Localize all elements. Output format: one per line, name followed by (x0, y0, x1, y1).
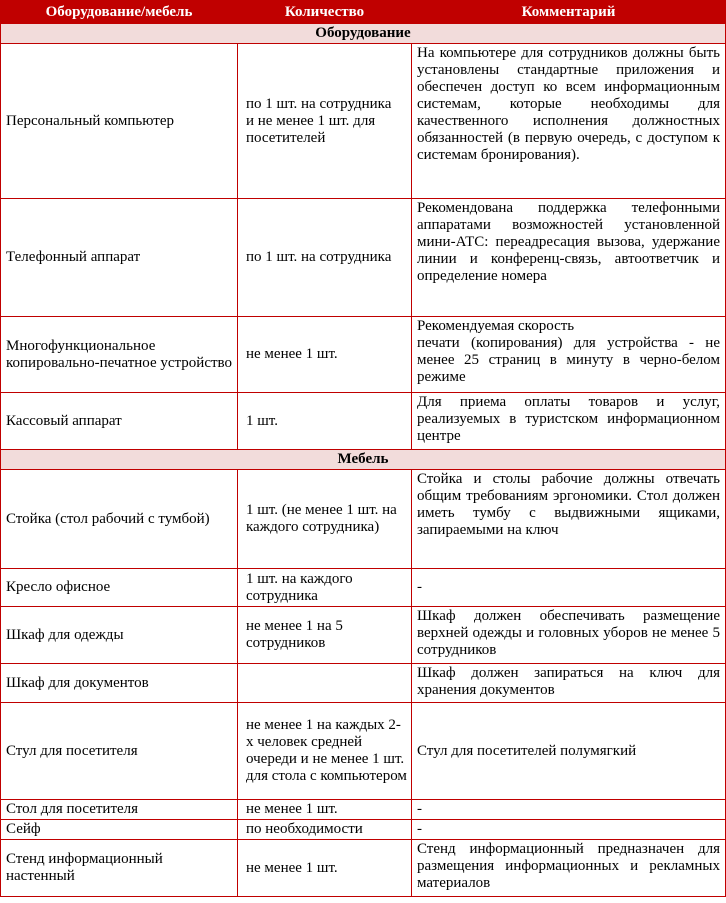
comment-cell: Для приема оплаты товаров и услуг, реализуемых в туристском информационном центре (412, 393, 726, 450)
item-cell: Кресло офисное (1, 569, 238, 607)
comment-cell: - (412, 569, 726, 607)
comment-cell: Рекомендуемая скорость печати (копирования) для устройства - не менее 25 страниц в минуту в черно-белом режиме (412, 317, 726, 393)
item-cell: Стенд информационный настенный (1, 840, 238, 897)
quantity-cell: по необходимости (238, 820, 412, 840)
quantity-cell: 1 шт. (238, 393, 412, 450)
item-cell: Стойка (стол рабочий с тумбой) (1, 470, 238, 569)
quantity-cell: по 1 шт. на сотрудника (238, 199, 412, 317)
header-quantity: Количество (238, 1, 412, 24)
section-row-equipment (1, 24, 726, 44)
item-cell: Стол для посетителя (1, 800, 238, 820)
comment-cell: Стойка и столы рабочие должны отвечать общим требованиям эргономики. Стол должен иметь тумбу с выдвижными ящиками, запираемыми на ключ (412, 470, 726, 569)
table-row (1, 569, 726, 607)
table-row (1, 703, 726, 800)
comment-cell: - (412, 820, 726, 840)
comment-cell: Шкаф должен запираться на ключ для хранения документов (412, 664, 726, 703)
item-cell: Многофункциональное копировально-печатное устройство (1, 317, 238, 393)
table-row (1, 664, 726, 703)
item-cell: Персональный компьютер (1, 44, 238, 199)
comment-cell: На компьютере для сотрудников должны быть установлены стандартные приложения и обеспечен доступ ко всем информационным системам, которые необходимы для качественного исполнения должностных обязанностей (в первую очередь, с доступом к системам бронирования). (412, 44, 726, 199)
header-row (1, 1, 726, 24)
quantity-cell: не менее 1 шт. (238, 317, 412, 393)
item-cell: Кассовый аппарат (1, 393, 238, 450)
table-row (1, 199, 726, 317)
table-row (1, 44, 726, 199)
header-item: Оборудование/мебель (1, 1, 238, 24)
table-row (1, 393, 726, 450)
table-row (1, 800, 726, 820)
quantity-cell: не менее 1 шт. (238, 800, 412, 820)
section-row-furniture (1, 450, 726, 470)
comment-cell: Стул для посетителей полумягкий (412, 703, 726, 800)
item-cell: Сейф (1, 820, 238, 840)
table-row (1, 607, 726, 664)
comment-cell: - (412, 800, 726, 820)
item-cell: Стул для посетителя (1, 703, 238, 800)
section-title-equipment: Оборудование (1, 24, 726, 44)
item-cell: Шкаф для одежды (1, 607, 238, 664)
table-row (1, 840, 726, 897)
quantity-cell: по 1 шт. на сотрудника и не менее 1 шт. для посетителей (238, 44, 412, 199)
quantity-cell: не менее 1 шт. (238, 840, 412, 897)
comment-cell: Рекомендована поддержка телефонными аппаратами возможностей установленной мини-АТС: переадресация вызова, удержание линии и конференц-связь, автоответчик и определение номера (412, 199, 726, 317)
quantity-cell: 1 шт. (не менее 1 шт. на каждого сотрудника) (238, 470, 412, 569)
item-cell: Телефонный аппарат (1, 199, 238, 317)
quantity-cell: 1 шт. на каждого сотрудника (238, 569, 412, 607)
header-comment: Комментарий (412, 1, 726, 24)
section-title-furniture: Мебель (1, 450, 726, 470)
quantity-cell: не менее 1 на каждых 2-х человек средней очереди и не менее 1 шт. для стола с компьютером (238, 703, 412, 800)
quantity-cell (238, 664, 412, 703)
table-row (1, 470, 726, 569)
table-row (1, 820, 726, 840)
comment-cell: Стенд информационный предназначен для размещения информационных и рекламных материалов (412, 840, 726, 897)
item-cell: Шкаф для документов (1, 664, 238, 703)
comment-cell: Шкаф должен обеспечивать размещение верхней одежды и головных уборов не менее 5 сотрудников (412, 607, 726, 664)
quantity-cell: не менее 1 на 5 сотрудников (238, 607, 412, 664)
table-row (1, 317, 726, 393)
